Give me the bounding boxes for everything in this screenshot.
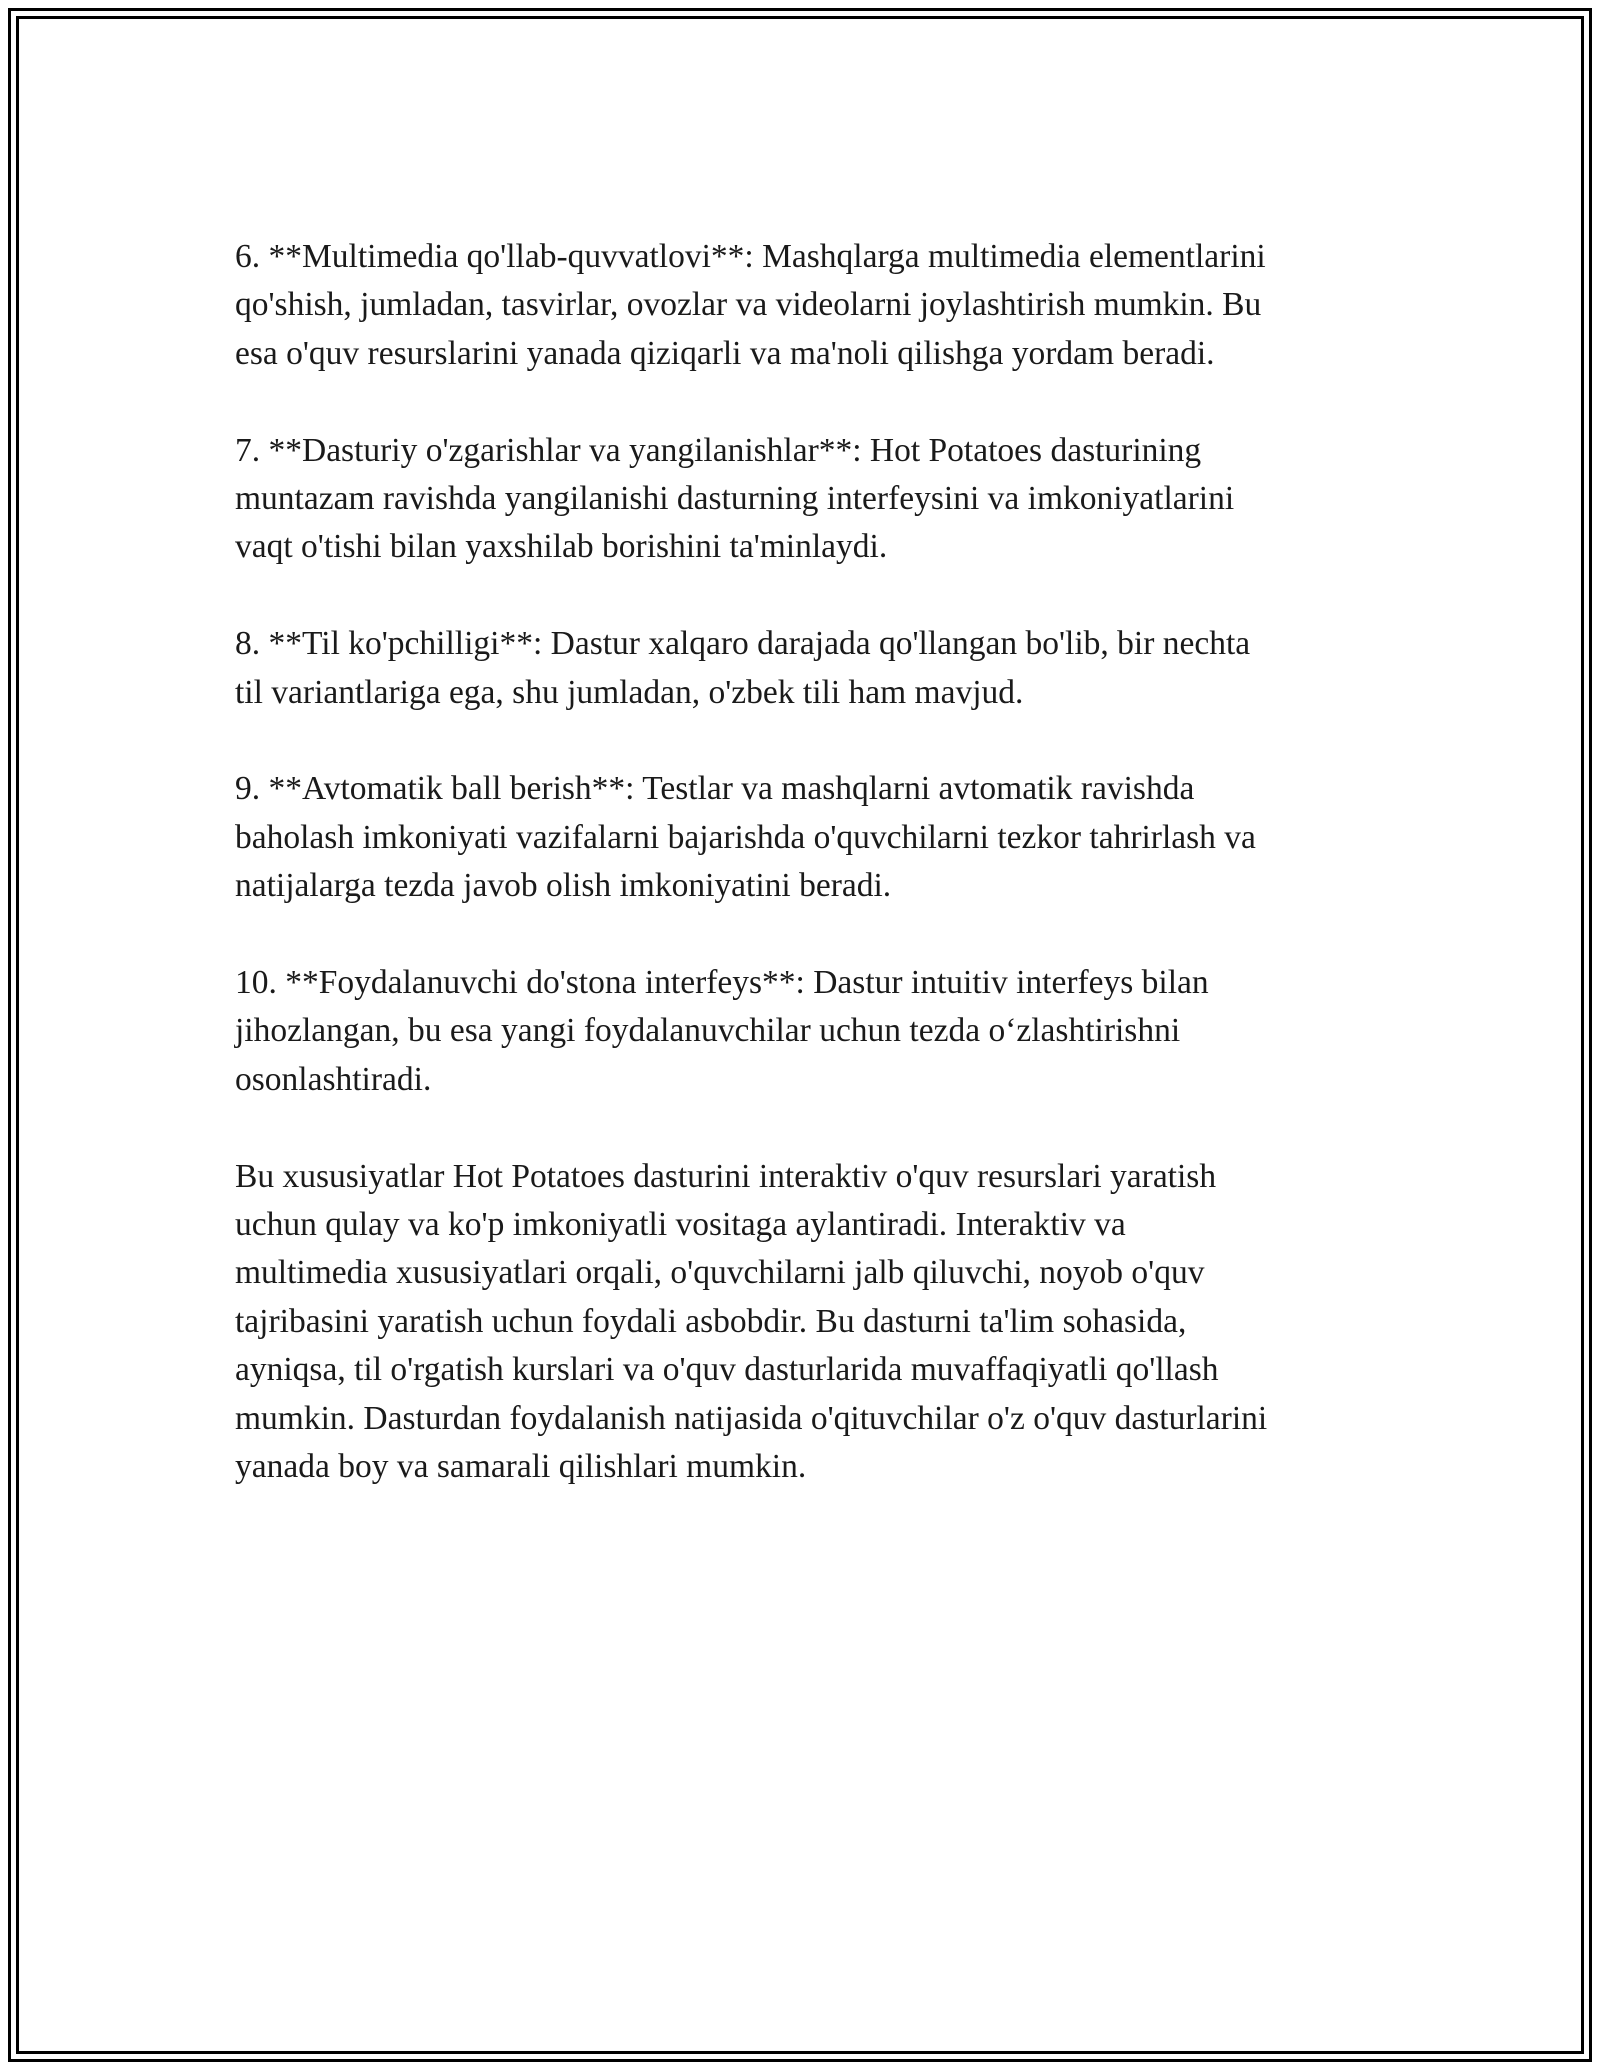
paragraph-user-friendly-interface: 10. **Foydalanuvchi do'stona interfeys**: Dastur intuitiv interfeys bilan jihozlangan, bu esa yangi foydalanuvchilar uchun tezda o‘zlashtirishni osonlashtiradi. bbox=[235, 964, 1209, 1098]
paragraph-conclusion: Bu xususiyatlar Hot Potatoes dasturini interaktiv o'quv resurslari yaratish uchun qulay va ko'p imkoniyatli vositaga aylantiradi. Interaktiv va multimedia xususiyatlari orqali, o'quvchilarni jalb qiluvchi, noyob o'quv tajribasini yaratish uchun foydali asbobdir. Bu dasturni ta'lim sohasida, ayniqsa, til o'rgatish kurslari va o'quv dasturlarida muvaffaqiyatli qo'llash mumkin. Dasturdan foydalanish natijasida o'qituvchilar o'z o'quv dasturlarini yanada boy va samarali qilishlari mumkin. bbox=[235, 1157, 1268, 1486]
paragraph-multimedia-support: 6. **Multimedia qo'llab-quvvatlovi**: Mashqlarga multimedia elementlarini qo'shish, jumladan, tasvirlar, ovozlar va videolarni joylashtirish mumkin. Bu esa o'quv resurslarini yanada qiziqarli va ma'noli qilishga yordam beradi. bbox=[235, 238, 1266, 372]
paragraph-multilingual: 8. **Til ko'pchilligi**: Dastur xalqaro darajada qo'llangan bo'lib, bir nechta til variantlariga ega, shu jumladan, o'zbek tili ham mavjud. bbox=[235, 625, 1251, 711]
paragraph-software-updates: 7. **Dasturiy o'zgarishlar va yangilanishlar**: Hot Potatoes dasturining muntazam ravishda yangilanishi dasturning interfeysini va imkoniyatlarini vaqt o'tishi bilan yaxshilab borishini ta'minlaydi. bbox=[235, 431, 1235, 566]
document-body bbox=[235, 233, 1375, 1540]
paragraph-automatic-scoring: 9. **Avtomatik ball berish**: Testlar va mashqlarni avtomatik ravishda baholash imkoniyati vazifalarni bajarishda o'quvchilarni tezkor tahrirlash va natijalarga tezda javob olish imkoniyatini beradi. bbox=[235, 770, 1256, 905]
